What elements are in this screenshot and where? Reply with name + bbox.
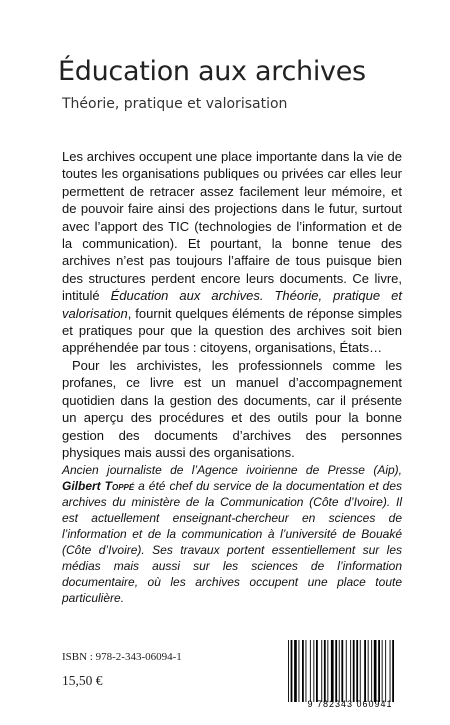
barcode-bar [382, 640, 383, 702]
barcode-bar [341, 640, 343, 702]
barcode-bar [364, 640, 366, 702]
author-first-name: Gilbert [62, 479, 105, 493]
summary-text [62, 148, 402, 461]
barcode-bar [350, 640, 351, 702]
barcode-bar [294, 640, 297, 702]
barcode-bar [306, 640, 307, 702]
isbn: ISBN : 978-2-343-06094-1 [62, 651, 182, 663]
barcode-bar [356, 640, 358, 702]
author-bio-end: a été chef du service de la documentation et des archives du ministère de la Communication (Côte d’Ivoire). Il est actuellement enseignant-chercheur en sciences de l’information et de la communication à l’université de Bouaké (Côte d’Ivoire). Ses travaux portent essentiellement sur les médias mais aussi sur les sciences de l’information documentaire, où les archives occupent une place toute particulière. [62, 479, 402, 605]
barcode-bar [346, 640, 347, 702]
author-name [62, 479, 134, 493]
barcode-bar [321, 640, 322, 702]
barcode-bar [310, 640, 311, 702]
book-title: Éducation aux archives [58, 56, 366, 87]
barcode-bar [335, 640, 337, 702]
summary-p1-start: Les archives occupent une place importante dans la vie de toutes les organisations publiques ou privées car elles leur permettent de retracer assez facilement leur mémoire, et de pouvoir faire ainsi des projections dans le futur, surtout avec l’apport des TIC (technologies de l’information et de la communication). Et pourtant, la bonne tenue des archives n’est pas toujours l’affaire de tous puisque bien des structures perdent encore leurs documents. Ce livre, intitulé [62, 149, 402, 304]
barcode-icon [286, 640, 414, 702]
barcode-bar [324, 640, 326, 702]
author-bio-start: Ancien journaliste de l’Agence ivoirienne de Presse (Aip), [62, 463, 402, 477]
barcode-bar [390, 640, 391, 702]
barcode-bar [374, 640, 377, 702]
barcode-bar [331, 640, 334, 702]
barcode-bar [360, 640, 361, 702]
summary-p1-end: , fournit quelques éléments de réponse simples et pratiques pour que la question des archives soit bien appréhendée par tous : citoyens, organisations, États… [62, 305, 402, 356]
barcode-bar [316, 640, 318, 702]
barcode-bar [288, 640, 289, 702]
barcode-bar [313, 640, 314, 702]
barcode-bar [392, 640, 394, 702]
barcode-bar [299, 640, 300, 702]
barcode-bar [371, 640, 372, 702]
barcode-bar [378, 640, 380, 702]
barcode-bar [353, 640, 355, 702]
barcode-bar [327, 640, 328, 702]
barcode-bar [385, 640, 386, 702]
author-bio [62, 462, 402, 606]
barcode-bar [291, 640, 293, 702]
price: 15,50 € [62, 673, 103, 688]
barcode-digits: 9 782343 060941 [307, 699, 393, 709]
summary-paragraph-1 [62, 148, 402, 357]
author-last-name: Toppé [104, 479, 135, 493]
barcode-bar [302, 640, 304, 702]
barcode-bar [368, 640, 369, 702]
summary-p1-book-title: Éducation aux archives. Théorie, pratique et valorisation [62, 288, 402, 321]
barcode-bar [339, 640, 340, 702]
book-subtitle: Théorie, pratique et valorisation [62, 96, 288, 112]
summary-paragraph-2: Pour les archivistes, les professionnels comme les profanes, ce livre est un manuel d’accompagnement quotidien dans la gestion des documents, car il présente un aperçu des procédures et des outils pour la bonne gestion des documents d’archives des personnes physiques mais aussi des organisations. [62, 357, 402, 460]
